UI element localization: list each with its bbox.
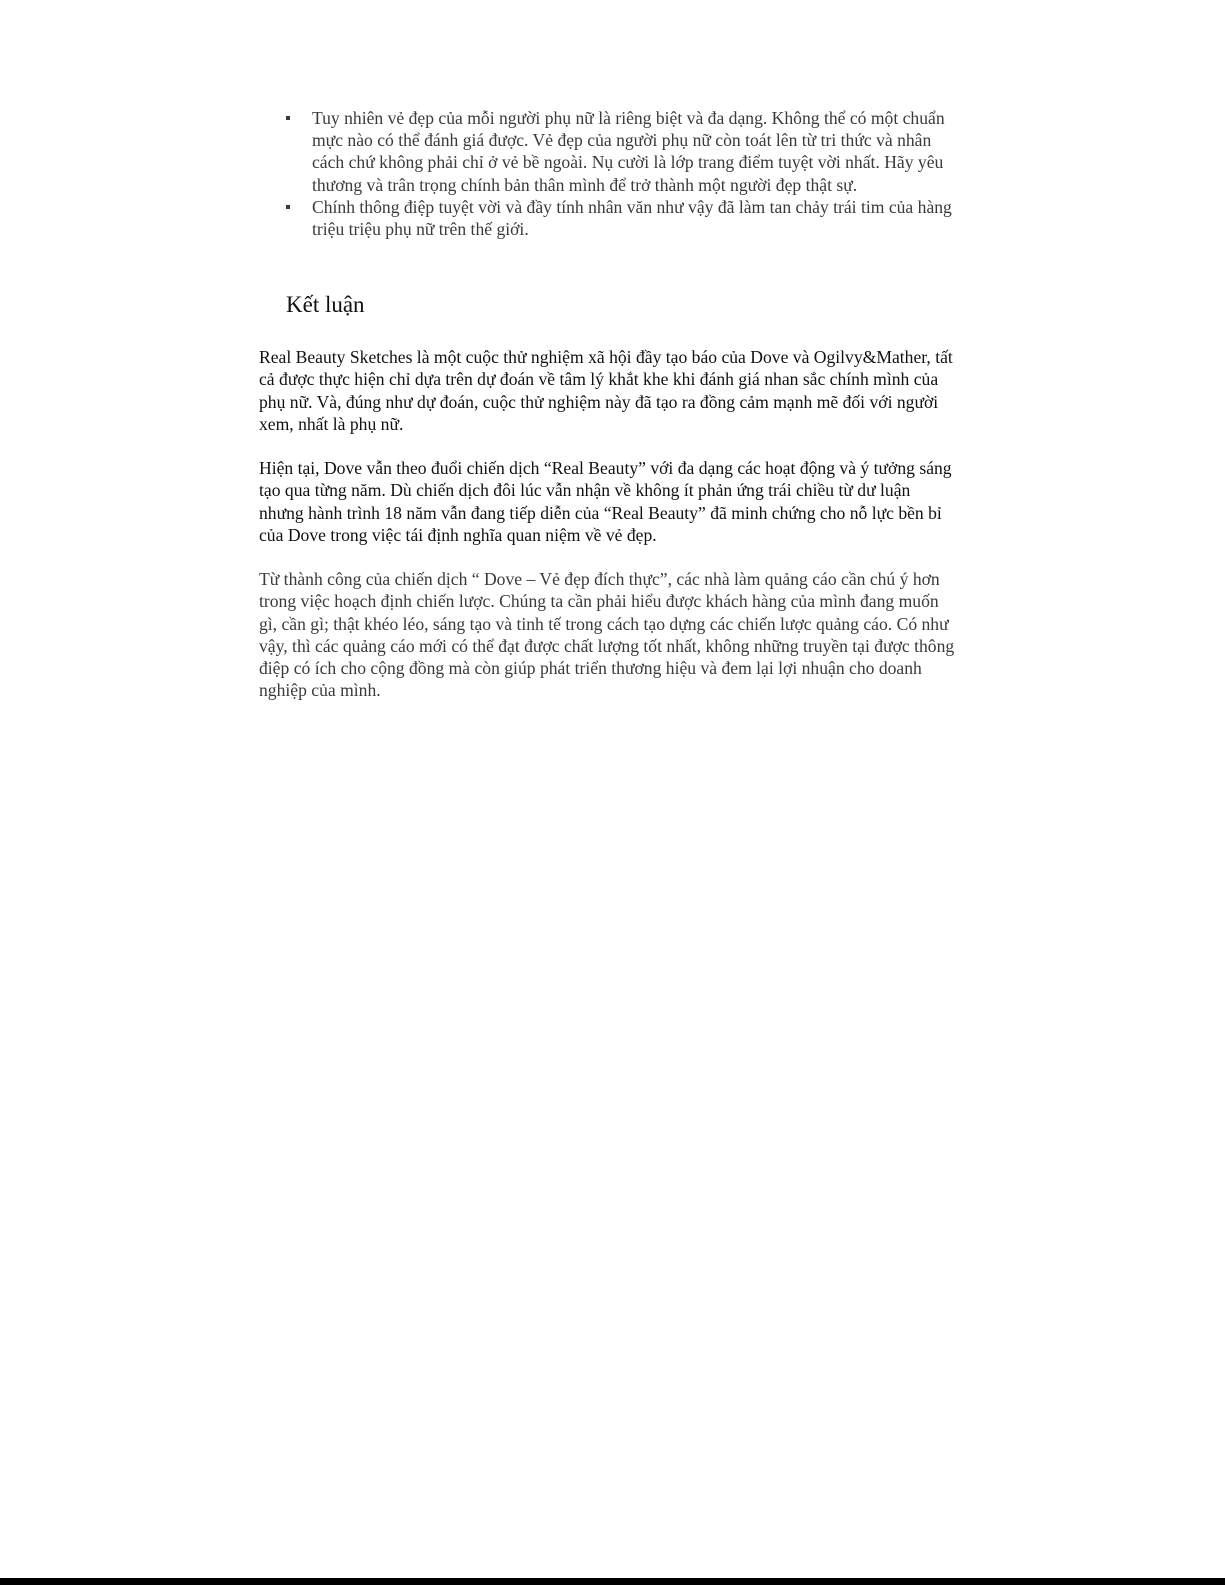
page-bottom-border [0, 1578, 1225, 1585]
bullet-list [285, 107, 965, 240]
section-heading: Kết luận [286, 292, 365, 317]
bullet-text: Chính thông điệp tuyệt vời và đầy tính nhân văn như vậy đã làm tan chảy trái tim của hàng triệu triệu phụ nữ trên thế giới. [312, 196, 952, 240]
bullet-item [285, 196, 965, 240]
paragraph: Hiện tại, Dove vẫn theo đuổi chiến dịch “Real Beauty” với đa dạng các hoạt động và ý tưởng sáng tạo qua từng năm. Dù chiến dịch đôi lúc vẫn nhận về không ít phản ứng trái chiều từ dư luận nhưng hành trình 18 năm vẫn đang tiếp diễn của “Real Beauty” đã minh chứng cho nỗ lực bền bỉ của Dove trong việc tái định nghĩa quan niệm về vẻ đẹp. [259, 458, 952, 545]
bullet-item [285, 107, 965, 196]
paragraph: Từ thành công của chiến dịch “ Dove – Vẻ đẹp đích thực”, các nhà làm quảng cáo cần chú ý hơn trong việc hoạch định chiến lược. Chúng ta cần phải hiểu được khách hàng của mình đang muốn gì, cần gì; thật khéo léo, sáng tạo và tinh tế trong cách tạo dựng các chiến lược quảng cáo. Có như vậy, thì các quảng cáo mới có thể đạt được chất lượng tốt nhất, không những truyền tại được thông điệp có ích cho cộng đồng mà còn giúp phát triển thương hiệu và đem lại lợi nhuận cho doanh nghiệp của mình. [259, 569, 955, 701]
bullet-text: Tuy nhiên vẻ đẹp của mỗi người phụ nữ là riêng biệt và đa dạng. Không thể có một chuẩn mực nào có thể đánh giá được. Vẻ đẹp của người phụ nữ còn toát lên từ tri thức và nhân cách chứ không phải chỉ ở vẻ bề ngoài. Nụ cười là lớp trang điểm tuyệt vời nhất. Hãy yêu thương và trân trọng chính bản thân mình để trở thành một người đẹp thật sự. [312, 108, 945, 195]
paragraph: Real Beauty Sketches là một cuộc thử nghiệm xã hội đầy tạo báo của Dove và Ogilvy&Mather, tất cả được thực hiện chỉ dựa trên dự đoán về tâm lý khắt khe khi đánh giá nhan sắc chính mình của phụ nữ. Và, đúng như dự đoán, cuộc thử nghiệm này đã tạo ra đồng cảm mạnh mẽ đối với người xem, nhất là phụ nữ. [259, 347, 953, 434]
